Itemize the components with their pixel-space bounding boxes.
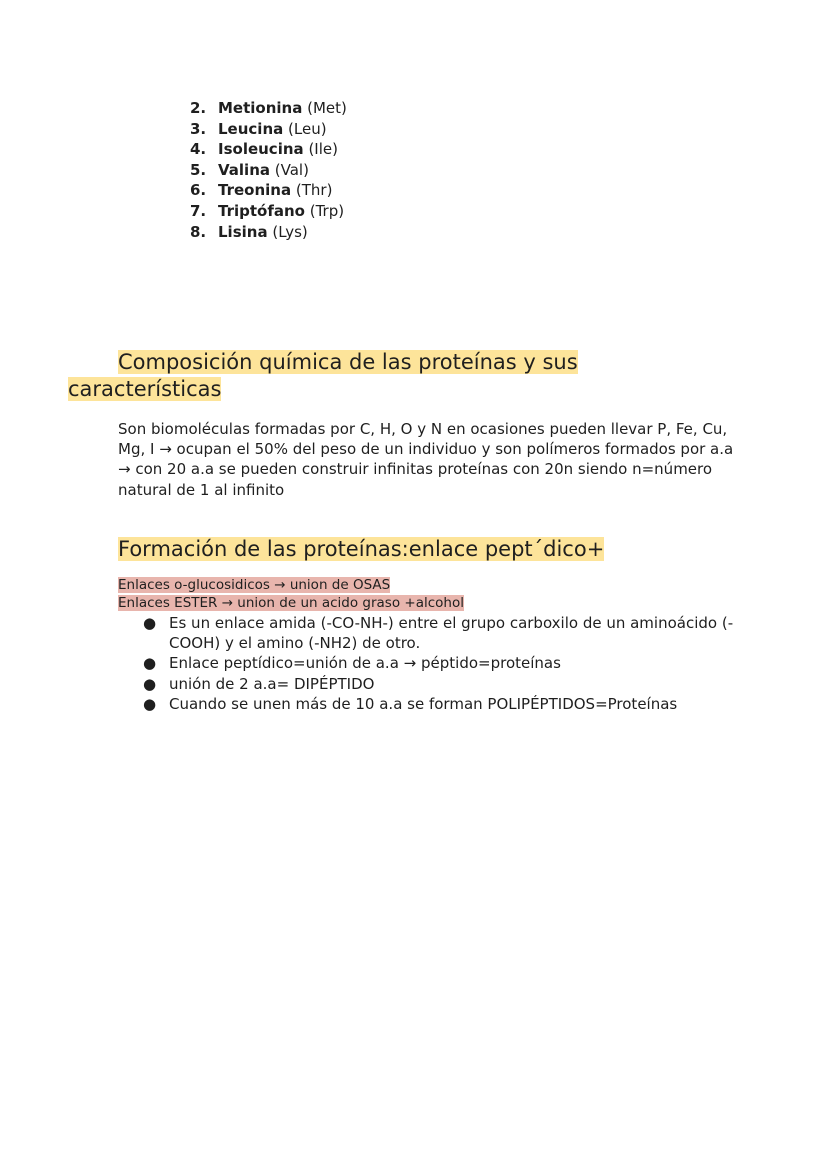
list-item — [190, 180, 347, 201]
bullet-text: Enlace peptídico=unión de a.a → péptido=proteínas — [169, 654, 561, 673]
bullet-text: Es un enlace amida (-CO-NH-) entre el grupo carboxilo de un aminoácido (-COOH) y el amino (-NH2) de otro. — [169, 614, 734, 653]
amino-acid-abbr: (Leu) — [288, 119, 327, 138]
amino-acid-abbr: (Trp) — [309, 201, 345, 220]
list-item-number: 6. — [190, 181, 207, 200]
list-item — [143, 613, 743, 653]
bullet-icon: ● — [143, 654, 157, 673]
amino-acid-name: Lisina — [218, 222, 268, 241]
list-item — [190, 98, 347, 119]
list-item-number: 4. — [190, 140, 207, 159]
heading-line-2: características — [68, 377, 222, 401]
amino-acid-name: Valina — [218, 160, 270, 179]
amino-acid-name: Metionina — [218, 99, 303, 117]
section-heading-formation — [118, 535, 604, 563]
bullet-text: Cuando se unen más de 10 a.a se forman POLIPÉPTIDOS=Proteínas — [169, 694, 678, 713]
amino-acid-list — [190, 98, 347, 242]
section-heading-composition — [68, 349, 628, 403]
list-item — [143, 694, 743, 714]
list-item-number: 5. — [190, 160, 207, 179]
bullet-list — [143, 613, 743, 714]
bullet-text: unión de 2 a.a= DIPÉPTIDO — [169, 674, 375, 693]
amino-acid-name: Leucina — [218, 119, 284, 138]
note-text: Enlaces o-glucosidicos → union de OSAS — [118, 577, 391, 593]
heading-text: Formación de las proteínas:enlace pept´dico+ — [118, 537, 605, 561]
list-item-number: 3. — [190, 119, 207, 138]
amino-acid-name: Treonina — [218, 181, 292, 200]
composition-paragraph: Son biomoléculas formadas por C, H, O y N en ocasiones pueden llevar P, Fe, Cu, Mg, I → ocupan el 50% del peso de un individuo y son polímeros formados por a.a → con 20 a.a se pueden construir infinitas proteínas con 20n siendo n=número natural de 1 al infinito — [118, 420, 734, 499]
amino-acid-abbr: (Lys) — [272, 222, 308, 241]
amino-acid-abbr: (Thr) — [295, 181, 333, 200]
list-item — [190, 139, 347, 160]
heading-line-1: Composición química de las proteínas y sus — [118, 350, 578, 374]
list-item-number: 7. — [190, 201, 207, 220]
list-item-number: 8. — [190, 222, 207, 241]
bullet-icon: ● — [143, 694, 157, 713]
bullet-icon: ● — [143, 674, 157, 693]
list-item — [143, 653, 743, 673]
highlighted-note — [118, 576, 390, 594]
list-item-number: 2. — [190, 99, 207, 117]
amino-acid-abbr: (Val) — [274, 160, 309, 179]
amino-acid-name: Isoleucina — [218, 140, 304, 159]
amino-acid-abbr: (Met) — [307, 99, 347, 117]
list-item — [190, 201, 347, 222]
bullet-icon: ● — [143, 614, 157, 632]
list-item — [190, 222, 347, 243]
note-text: Enlaces ESTER → union de un acido graso +alcohol — [118, 595, 464, 611]
highlighted-note — [118, 594, 464, 612]
list-item — [190, 160, 347, 181]
list-item — [190, 119, 347, 140]
amino-acid-name: Triptófano — [218, 201, 305, 220]
amino-acid-abbr: (Ile) — [308, 140, 338, 159]
list-item — [143, 674, 743, 694]
